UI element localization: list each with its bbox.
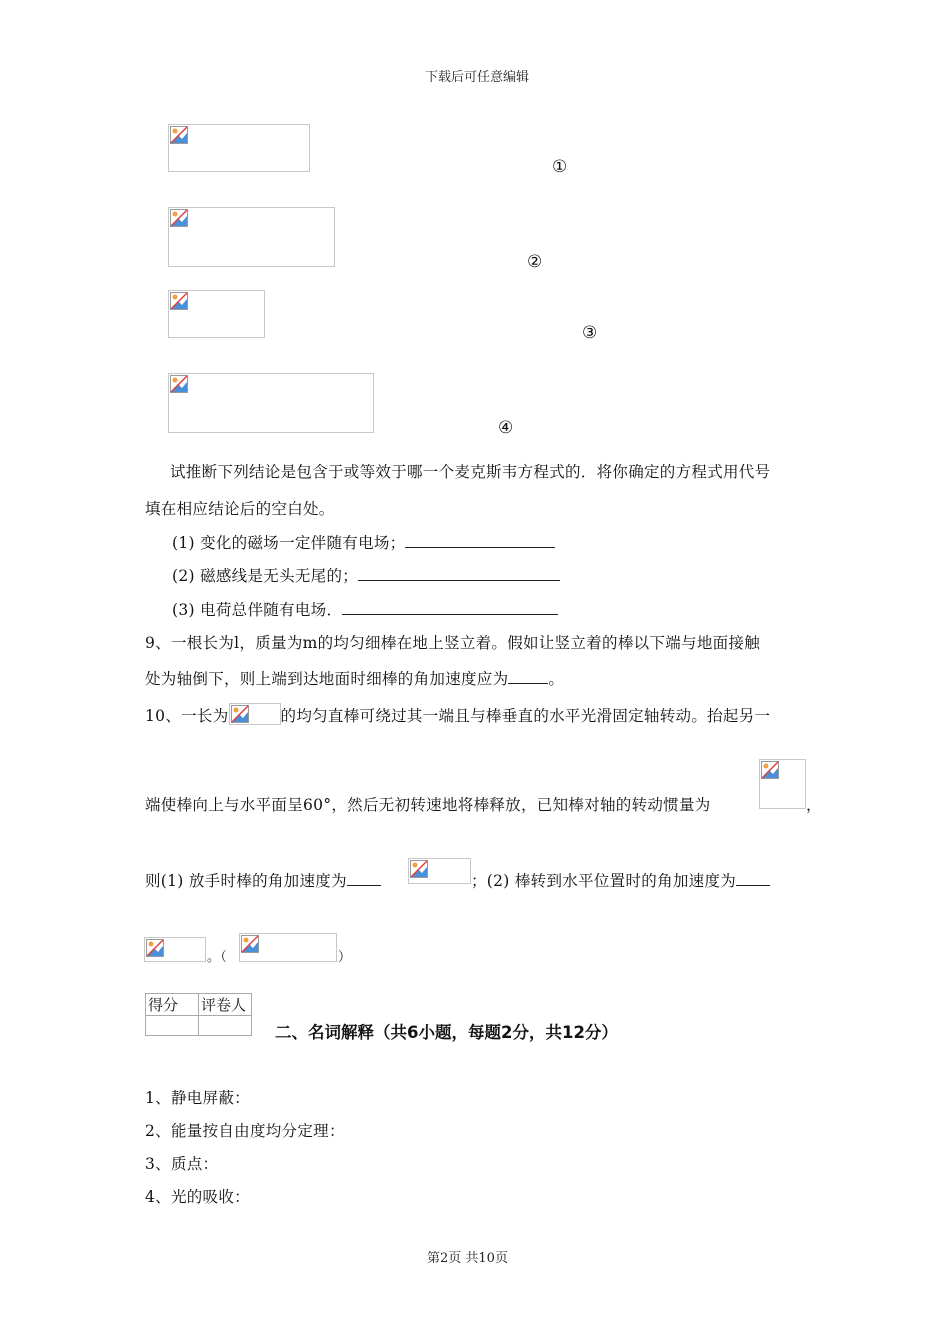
broken-image-icon xyxy=(761,761,779,779)
q10-answer-blank-2[interactable] xyxy=(736,871,770,886)
broken-image-icon xyxy=(146,939,164,957)
equation-label-3: ③ xyxy=(582,323,598,343)
term-1: 1、静电屏蔽： xyxy=(145,1089,250,1107)
equation-image-1 xyxy=(168,124,310,172)
q9-line-2-text: 处为轴倒下，则上端到达地面时细棒的角加速度应为 xyxy=(145,670,509,688)
q10-line-4-mid: 。（ xyxy=(207,950,228,965)
section-title: 二、名词解释（共6小题，每题2分，共12分） xyxy=(275,1023,618,1042)
broken-image-icon xyxy=(170,209,188,227)
score-table xyxy=(145,993,252,1036)
angular-accel-image-3 xyxy=(239,933,337,962)
broken-image-icon xyxy=(241,935,259,953)
broken-image-icon xyxy=(170,292,188,310)
q10-line-1 xyxy=(145,703,770,726)
grader-cell[interactable] xyxy=(199,1016,252,1036)
equation-image-3 xyxy=(168,290,265,338)
q10-line-4-end: ） xyxy=(338,950,352,965)
length-formula-image xyxy=(229,703,281,725)
intro-line-1: 试推断下列结论是包含于或等效于哪一个麦克斯韦方程式的．将你确定的方程式用代号 xyxy=(170,463,771,481)
item-3 xyxy=(172,598,558,620)
q10-line-3a-text: 则(1) 放手时棒的角加速度为 xyxy=(145,872,347,890)
intro-line-2: 填在相应结论后的空白处。 xyxy=(145,500,335,518)
q10-answer-blank-1[interactable] xyxy=(347,871,381,886)
q10-line-2: 端使棒向上与水平面呈60°，然后无初转速地将棒释放，已知棒对轴的转动惯量为 xyxy=(145,796,711,814)
q9-answer-blank[interactable] xyxy=(508,669,548,684)
item-2 xyxy=(172,564,560,586)
equation-image-4 xyxy=(168,373,374,433)
term-4: 4、光的吸收： xyxy=(145,1188,250,1206)
item-1 xyxy=(172,531,555,553)
broken-image-icon xyxy=(170,126,188,144)
q10-line-3b xyxy=(471,869,770,891)
equation-label-2: ② xyxy=(527,252,543,272)
equation-label-4: ④ xyxy=(498,418,514,438)
angular-accel-image-1 xyxy=(408,858,471,884)
page-footer: 第2页 共10页 xyxy=(427,1251,508,1266)
q10-line-2-end: ， xyxy=(806,796,822,814)
item-1-text: (1) 变化的磁场一定伴随有电场； xyxy=(172,534,406,552)
broken-image-icon xyxy=(170,375,188,393)
term-3: 3、质点： xyxy=(145,1155,219,1173)
inertia-formula-image xyxy=(759,759,806,809)
item-2-text: (2) 磁感线是无头无尾的； xyxy=(172,567,359,585)
item-3-text: (3) 电荷总伴随有电场． xyxy=(172,601,343,619)
answer-blank-2[interactable] xyxy=(358,566,560,581)
q10-line-3b-text: ；(2) 棒转到水平位置时的角加速度为 xyxy=(471,872,737,890)
equation-label-1: ① xyxy=(552,157,568,177)
q10-start: 10、一长为 xyxy=(145,707,229,725)
broken-image-icon xyxy=(231,705,249,723)
score-cell[interactable] xyxy=(146,1016,199,1036)
q10-line-1-rest: 的均匀直棒可绕过其一端且与棒垂直的水平光滑固定轴转动。抬起另一 xyxy=(280,707,771,725)
angular-accel-image-2 xyxy=(144,937,206,962)
q10-line-3a xyxy=(145,869,381,891)
broken-image-icon xyxy=(410,860,428,878)
equation-image-2 xyxy=(168,207,335,267)
answer-blank-1[interactable] xyxy=(405,533,555,548)
score-header: 得分 xyxy=(146,994,199,1016)
q9-end: 。 xyxy=(548,670,565,688)
answer-blank-3[interactable] xyxy=(342,600,558,615)
term-2: 2、能量按自由度均分定理： xyxy=(145,1122,345,1140)
grader-header: 评卷人 xyxy=(199,994,252,1016)
q9-line-2 xyxy=(145,667,564,689)
q9-line-1: 9、一根长为l，质量为m的均匀细棒在地上竖立着。假如让竖立着的棒以下端与地面接触 xyxy=(145,634,761,652)
page-header: 下载后可任意编辑 xyxy=(425,70,530,85)
